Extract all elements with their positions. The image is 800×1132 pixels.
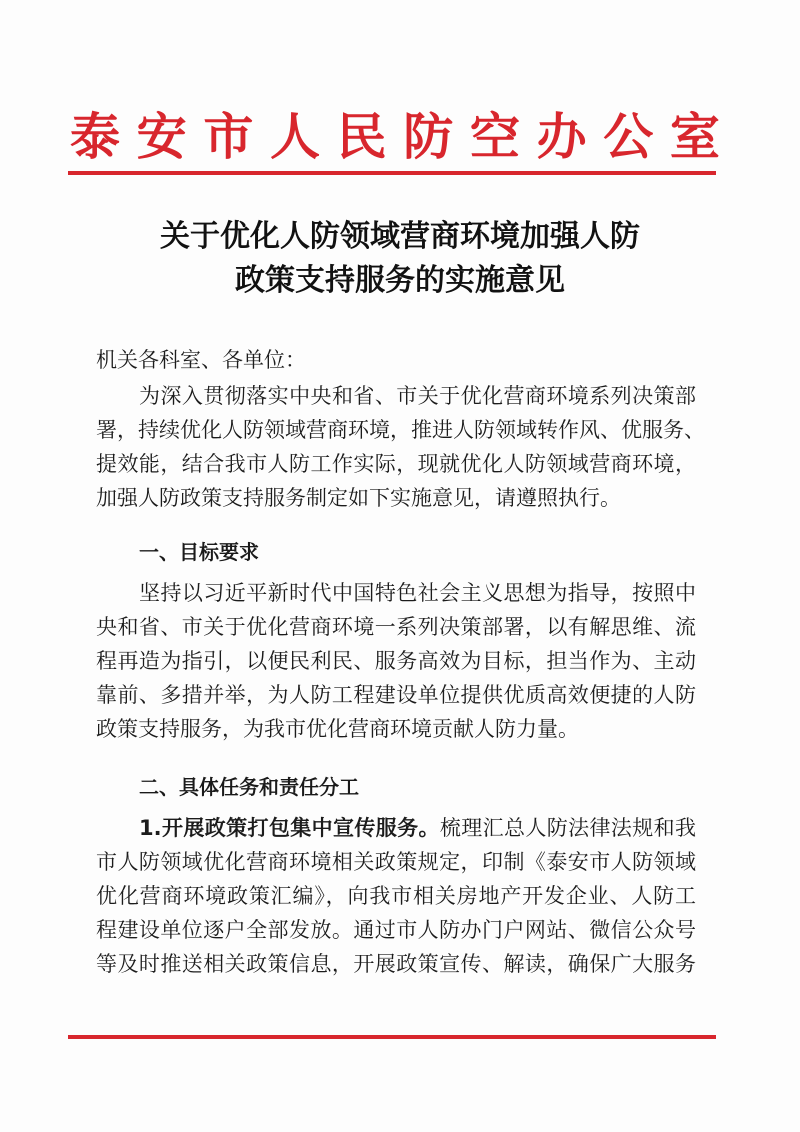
paragraph-line: 程再造为指引，以便民利民、服务高效为目标，担当作为、主动 [96,649,696,673]
masthead-char: 公 [603,107,654,166]
intro-paragraph [96,379,705,515]
paragraph-line: 程建设单位逐户全部发放。通过市人防办门户网站、微信公众号 [96,918,696,942]
item-lead: 1.开展政策打包集中宣传服务。 [139,816,440,840]
paragraph-line: 优化营商环境政策汇编》，向我市相关房地产开发企业、人防工 [96,884,696,908]
salutation: 机关各科室、各单位： [96,348,306,372]
section-heading-tasks: 二、具体任务和责任分工 [139,775,359,799]
paragraph-line: 等及时推送相关政策信息，开展政策宣传、解读，确保广大服务 [96,952,696,976]
paragraph-line: 署，持续优化人防领域营商环境，推进人防领域转作风、优服务、 [96,418,705,442]
paragraph-line: 政策支持服务，为我市优化营商环境贡献人防力量。 [96,717,579,741]
masthead-char: 民 [336,107,387,166]
paragraph-line: 市人防领域优化营商环境相关政策规定，印制《泰安市人防领域 [96,850,696,874]
masthead-char: 防 [403,107,454,166]
title-line-1: 关于优化人防领域营商环境加强人防 [160,219,640,254]
goals-paragraph [96,576,696,746]
paragraph-line: 加强人防政策支持服务制定如下实施意见，请遵照执行。 [96,486,621,510]
item-text: 梳理汇总人防法律法规和我 [439,816,696,840]
paragraph-line: 央和省、市关于优化营商环境一系列决策部署，以有解思维、流 [96,615,696,639]
masthead-char: 市 [203,107,254,166]
paragraph-line: 提效能，结合我市人防工作实际，现就优化人防领域营商环境， [96,452,696,476]
masthead-char: 办 [536,107,587,166]
org-masthead [70,108,720,166]
red-divider-top [68,171,716,175]
masthead-char: 空 [469,107,520,166]
masthead-char: 室 [669,107,720,166]
paragraph-line: 靠前、多措并举，为人防工程建设单位提供优质高效便捷的人防 [96,683,696,707]
section-heading-goals: 一、目标要求 [139,540,259,564]
masthead-char: 泰 [70,107,120,166]
paragraph-line [96,811,696,845]
paragraph-line: 坚持以习近平新时代中国特色社会主义思想为指导，按照中 [139,581,696,605]
document-title [0,215,800,303]
tasks-paragraph [96,811,696,981]
masthead-char: 安 [136,107,187,166]
masthead-char: 人 [269,107,320,166]
title-line-2: 政策支持服务的实施意见 [235,263,565,298]
paragraph-line: 为深入贯彻落实中央和省、市关于优化营商环境系列决策部 [139,384,696,408]
red-divider-bottom [68,1035,716,1039]
